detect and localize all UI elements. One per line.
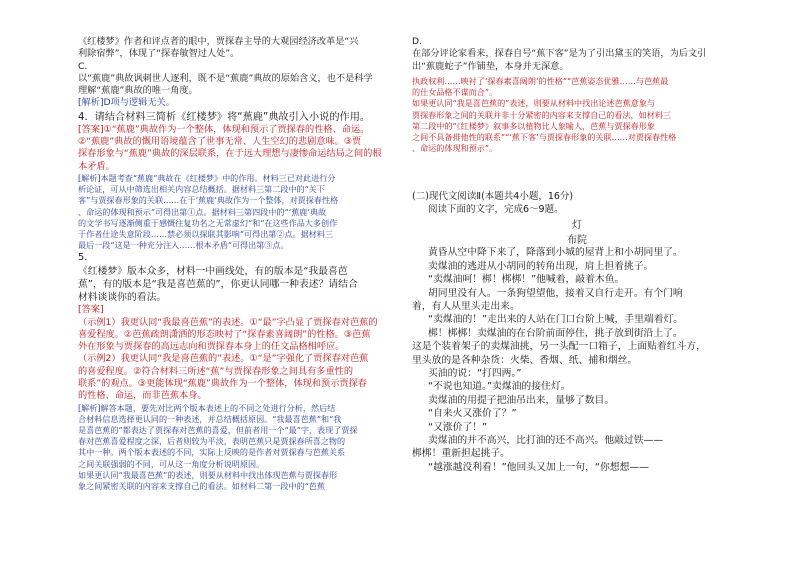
analysis-line: 于作者仕途失意阶段……禁必须以探联其影响”可得出第②点。据材料三	[78, 228, 334, 239]
answer-line: 探春形象与“蕉鹿”典故的深层联系，在于远大理想与凄惨命运结局之间的根	[78, 148, 382, 160]
answer-line: [答案]①“蕉鹿”典故作为一个整体，体现和预示了贾探春的性格、命运。	[78, 123, 370, 135]
answer-line: 的性格、命运，而非芭蕉本身。	[78, 390, 207, 402]
story-line: 里头放的是各种杂货：火柴、香烟、纸、捕和烟丝。	[412, 354, 638, 366]
question-5-analysis	[78, 403, 396, 493]
story-line: 这是个装着架子的卖煤油挑，另一头配一口箱子，上面贴着红斗方，	[412, 341, 706, 353]
story-line: 卖煤油的逃进从小胡同的转角出现，肩上担着挑子。	[428, 260, 654, 272]
analysis-line: 析论证，可从中筛选出相关内容总结概括。据材料三第二段中的“关下	[78, 184, 325, 195]
analysis-line: 第二段中的“《红楼梦》叙事多以植物比人象喻人，芭蕉与贾探春形象	[412, 120, 655, 131]
story-line: 梆！梆梆！卖煤油的在台阶前面停住，挑子放到街沿上了。	[428, 327, 683, 339]
question-5-line: 《红楼梦》版本众多，材料一中画线处，有的版本是“我最喜芭	[78, 265, 348, 277]
option-d-line: 出“蕉鹿蛇子”作铺垫，本身并无深意。	[412, 60, 569, 72]
analysis-line: 贾探春形象之间的关联并非十分紧密的内容来支撑自己的看法，如材料三	[412, 109, 672, 120]
question-5-line: 材料谈谈你的看法。	[78, 292, 167, 303]
analysis-line: 象之间紧密关联的内容来支撑自己的看法。如材料二第一段中的“芭蕉	[78, 481, 325, 491]
option-c-label: C.	[78, 60, 88, 72]
story-line: “卖煤油的！”走出来的人站在门口台阶上喊，手里端着灯。	[428, 314, 684, 326]
story-author: 布院	[567, 235, 587, 247]
story-line: “越涨越没利看！”他回头又加上一句，“你想想——	[428, 461, 649, 473]
option-c-line: 理解“蕉鹿”典故的唯一角度。	[78, 85, 198, 97]
story-line: “自来火又涨价了？”	[428, 408, 517, 420]
analysis-line: 、命运的体现和预示”。	[412, 143, 498, 154]
story-line: 梆梆！重新担起挑子。	[412, 448, 510, 460]
story-line: 买油的说：“打四两。”	[428, 367, 522, 379]
story-line: 胡同里没有人。一条狗望望他，接着又自行走开。有个门响	[428, 287, 683, 299]
story-line: 黄昏从空中降下来了，降落到小城的屋背上和小胡同里了。	[428, 247, 683, 259]
story-title: 灯	[572, 220, 582, 232]
text-line: 利除宿弊”，体现了“探春敏智过人处”。	[78, 48, 240, 60]
answer-line: （示例1）我更认同“我最喜芭蕉”的表述。①“最”字凸显了贾探春对芭蕉的	[78, 316, 378, 328]
analysis-line: 如果更认同“我是喜芭蕉的”表述，则要从材料中找出论述芭蕉意象与	[412, 98, 655, 109]
analysis-line: 之间关联强弱的不同，可从这一角度分析说明原因。	[78, 458, 265, 469]
story-body	[412, 246, 742, 474]
analysis-line: 执政权利……映衬了‘探春素喜阔朗’的性格”“芭蕉姿态优雅……与芭蕉最	[412, 75, 669, 86]
story-line: “又涨价了！”	[428, 421, 488, 433]
option-c-line: 以“蕉鹿”典故讽刺世人逐利，既不是“蕉鹿”典故的原始含义，也不是科学	[78, 72, 373, 84]
analysis-continued	[412, 76, 742, 154]
answer-line: ②“蕉鹿”典故的慨用语境蕴含了世事无常、人生空幻的悲剧意味。③贾	[78, 136, 362, 148]
answer-line: 的喜爱程度。②符合材料三所述“蕉”与贾探春形象之间具有多重性的	[78, 365, 354, 377]
answer-line: 本矛盾。	[78, 160, 115, 172]
analysis-line: [解析]解答本题，要先对比两个版本表述上的不同之处进行分析，然后结	[78, 402, 336, 413]
analysis-line: 的文学书写逐渐侧重于感慨往复功名之无常虚幻”和“在这些作品大多创作	[78, 217, 338, 228]
analysis-line: 最后一段“这是一种充分注入……根本矛盾”可得出第③点。	[78, 240, 289, 251]
question-5-number: 5．	[78, 252, 95, 264]
question-4: 4．请结合材料三简析《红楼梦》将“蕉鹿”典故引入小说的作用。	[78, 111, 371, 123]
question-5-answer	[78, 304, 396, 402]
story-line: 卖煤油的并不高兴，比打油的还不高兴。他敲过铁——	[428, 435, 664, 446]
analysis-line: 、命运的体现和预示”可得出第①点。据材料三第四段中的“‘蕉鹿’典故	[78, 206, 327, 217]
question-5-line: 蕉”，有的版本是“我是喜芭蕉的”，你更认同哪一种表述？请结合	[78, 278, 358, 290]
analysis-short: [解析]D项与逻辑无关。	[78, 97, 175, 109]
analysis-line: 是喜芭蕉的”都表达了贾探春对芭蕉的喜爱，但前者用一个“最”字，表现了贾探	[78, 424, 358, 435]
right-column	[412, 36, 742, 474]
story-line: “不说也知道。”卖煤油的接住灯。	[428, 381, 571, 393]
reading-instruction: 阅读下面的文字，完成6～9题。	[428, 204, 564, 216]
text-line: 《红楼梦》作者和评点者的眼中，贾探春主导的大观园经济改革是“兴	[78, 36, 359, 47]
analysis-line: 其中一种。两个版本表述的不同，实际上反映的是作者对贾探春与芭蕉关系	[78, 447, 346, 458]
analysis-line: [解析]本题考查“蕉鹿”典故在《红楼梦》中的作用。材料三已对此进行分	[78, 172, 336, 183]
section-heading: (二)现代文阅读Ⅱ(本题共4小题，16分)	[412, 191, 574, 203]
analysis-line: 的仕女品格不谋而合”。	[412, 87, 498, 98]
story-line: “卖煤油呵！梆！梆梆！”他喊着，敲着木鱼。	[428, 274, 625, 286]
analysis-line: 之间不具备排他性的联系”“‘蕉下客’与贾探春形象的关联……对贾探春性格	[412, 131, 677, 142]
analysis-line: 如果更认同“我最喜芭蕉”的表述，则要从材料中找出体现芭蕉与贾探春形	[78, 469, 338, 480]
answer-line: 联系”的观点。③更能体现“蕉鹿”典故作为一个整体，体现和预示贾探春	[78, 377, 367, 389]
question-4-analysis	[78, 173, 396, 251]
option-d-line: 在部分评论家看来，探春自号“蕉下客”是为了引出黛玉的笑语，为后文引	[412, 48, 707, 60]
answer-line: （示例2）我更认同“我是喜芭蕉的”表述。①“是”字强化了贾探春对芭蕉	[78, 353, 369, 365]
question-4-answer	[78, 124, 396, 173]
answer-label: [答案]	[78, 304, 104, 316]
option-d-label: D.	[412, 36, 422, 47]
analysis-line: 合材料信息选择更认同的一种表述，并总结概括原因。“我最喜芭蕉”和“我	[78, 413, 342, 424]
answer-line: 外在形象与贾探春的高远志向和贾探春本身上的任文品格相呼应。	[78, 341, 345, 353]
story-line: 着，有人从里头走出来。	[412, 300, 520, 312]
left-column	[78, 36, 396, 492]
analysis-line: 春对芭蕉喜爱程度之深，后者则较为平淡，表明芭蕉只是贾探春所喜之物的	[78, 436, 346, 447]
answer-line: 喜爱程度。②芭蕉疏朗潇洒的形态映衬了“探春素喜阔朗”的性格。③芭蕉	[78, 328, 371, 340]
analysis-line: 客”与贾探春形象的关联……在于‘蕉鹿’典故作为一个整体，对贾探春性格	[78, 195, 339, 206]
story-line: 卖煤油的用提子把油吊出来，量够了数目。	[428, 394, 615, 406]
